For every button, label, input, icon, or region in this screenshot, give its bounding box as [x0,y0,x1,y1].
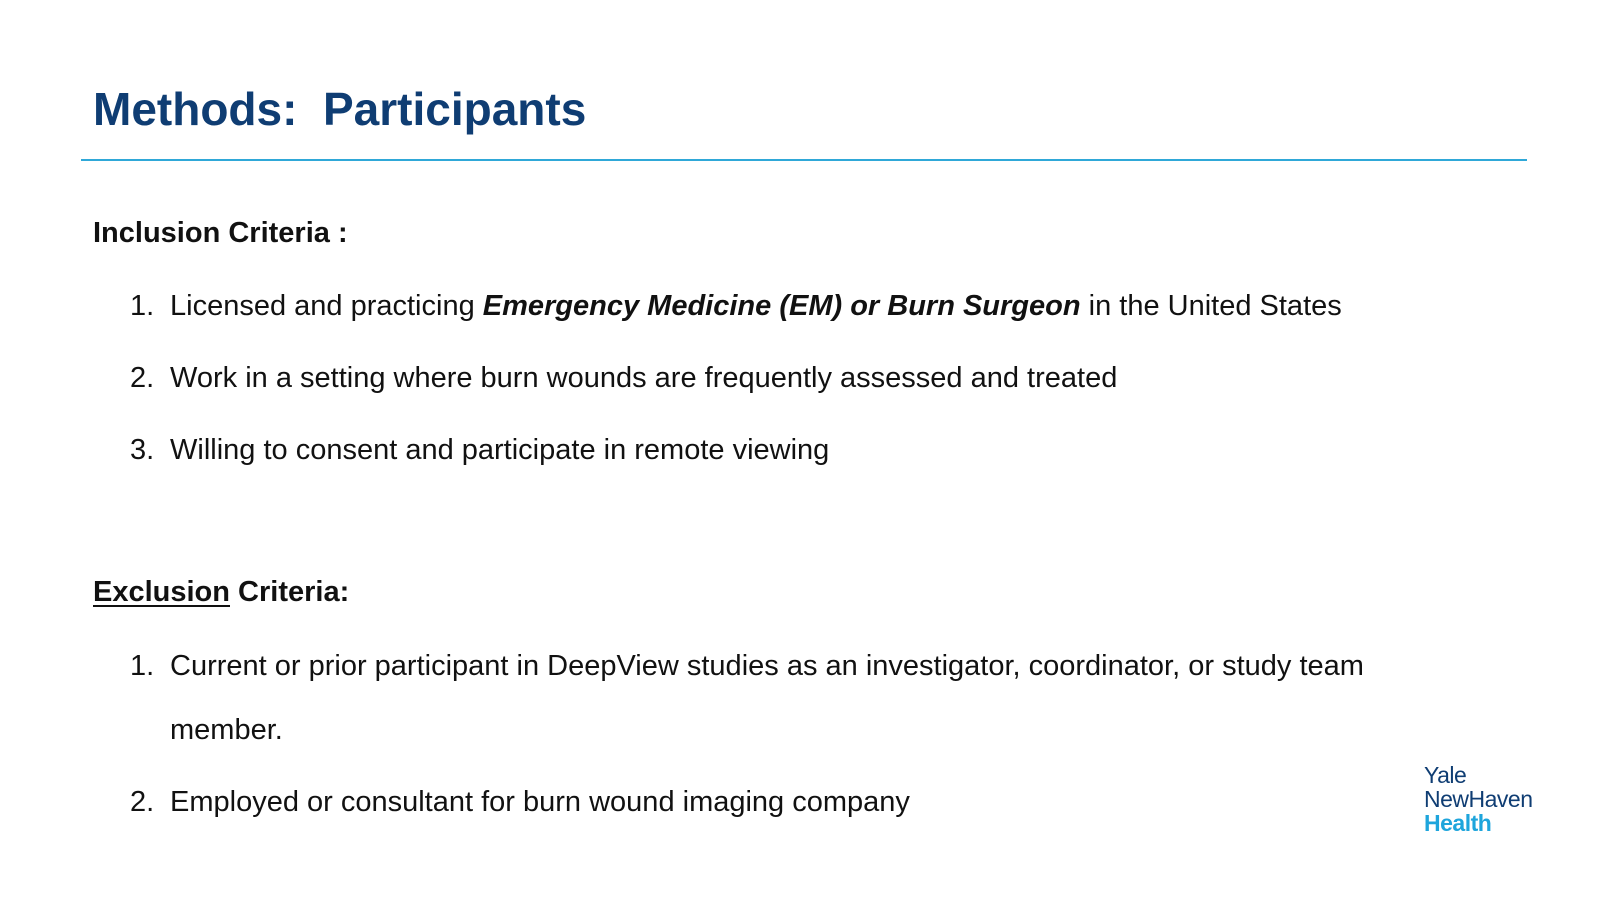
item-text: Employed or consultant for burn wound imaging company [170,786,910,818]
exclusion-item-1 [0,634,1600,762]
slide-title: Methods: Participants [93,83,587,135]
item-number: 1. [130,650,155,682]
exclusion-criteria-heading [93,575,349,610]
title-divider [81,159,1527,161]
item-number: 3. [130,434,155,466]
inclusion-criteria-list [0,274,1600,482]
exclusion-criteria-list [0,634,1600,834]
item-number: 1. [130,290,155,322]
inclusion-criteria-heading: Inclusion Criteria : [93,217,348,249]
item-text: Current or prior participant in DeepView studies as an investigator, coordinator, or study team member. [170,650,1364,746]
exclusion-heading-rest: Criteria: [230,576,350,608]
logo-line-newhaven: NewHaven [1424,786,1533,812]
inclusion-item-1 [0,274,1600,338]
item-text: Work in a setting where burn wounds are frequently assessed and treated [170,362,1118,394]
inclusion-item-3 [0,418,1600,482]
exclusion-item-2 [0,770,1600,834]
logo-line-yale: Yale [1424,762,1467,788]
item-number: 2. [130,786,155,818]
inclusion-item-2 [0,346,1600,410]
item-text: Licensed and practicing [170,290,483,322]
yale-new-haven-health-logo [1424,764,1533,835]
logo-line-health: Health [1424,810,1492,836]
item-text: Willing to consent and participate in remote viewing [170,434,830,466]
item-text: in the United States [1080,290,1342,322]
item-number: 2. [130,362,155,394]
exclusion-heading-underlined: Exclusion [93,576,230,608]
item-text-emphasis: Emergency Medicine (EM) or Burn Surgeon [482,290,1081,322]
